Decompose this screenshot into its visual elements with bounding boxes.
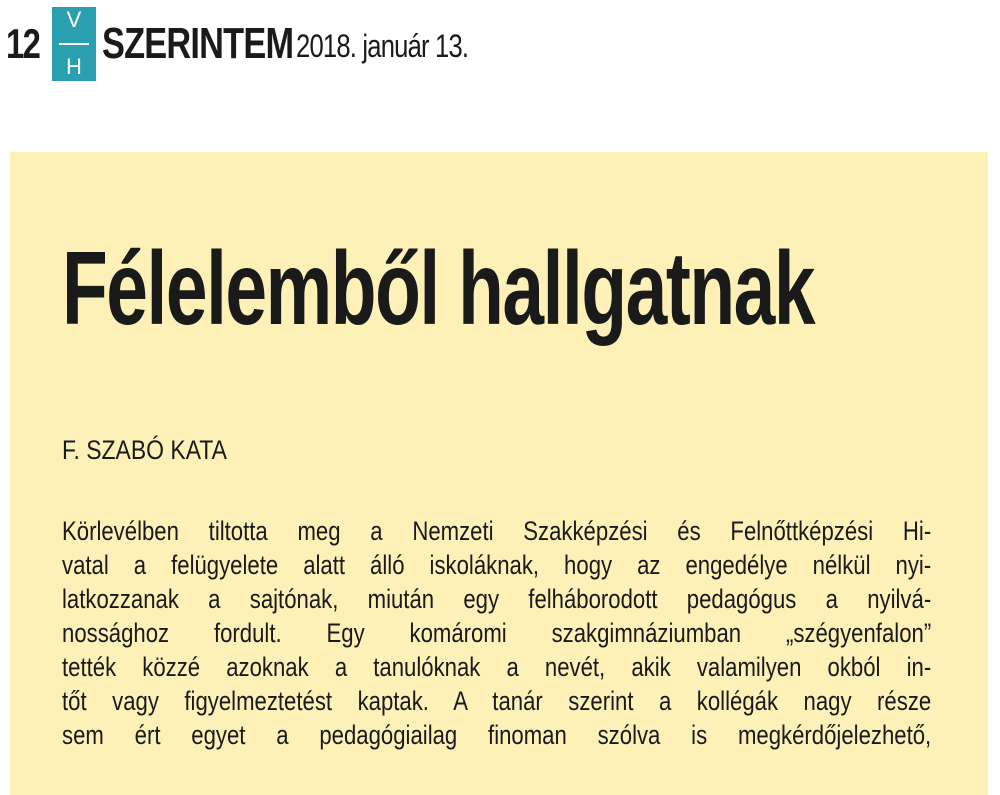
vh-logo [52, 7, 96, 81]
section-title: SZERINTEM [102, 19, 294, 68]
article-box [10, 152, 988, 795]
logo-letter-top: V [66, 7, 82, 32]
page-number: 12 [6, 20, 40, 67]
body-line: sem ért egyet a pedagógiailag finoman szólva is megkérdőjelezhető, [62, 720, 932, 750]
body-line: Körlevélben tiltotta meg a Nemzeti Szakképzési és Felnőttképzési Hi- [62, 516, 932, 546]
article-headline: Félelemből hallgatnak [62, 231, 815, 347]
logo-letter-bottom: H [66, 54, 82, 79]
article-body [62, 514, 931, 752]
body-line: tőt vagy figyelmeztetést kaptak. A tanár szerint a kollégák nagy része [62, 686, 932, 716]
article-byline: F. SZABÓ KATA [62, 435, 227, 465]
logo-divider [59, 43, 89, 45]
body-line: vatal a felügyelete alatt álló iskoláknak, hogy az engedélye nélkül nyi- [62, 550, 932, 580]
body-line: tették közzé azoknak a tanulóknak a nevét, akik valamilyen okból in- [62, 652, 932, 682]
body-line: latkozzanak a sajtónak, miután egy felháborodott pedagógus a nyilvá- [62, 584, 932, 614]
body-line: nossághoz fordult. Egy komáromi szakgimnáziumban „szégyenfalon” [62, 618, 932, 648]
issue-date: 2018. január 13. [296, 28, 469, 64]
